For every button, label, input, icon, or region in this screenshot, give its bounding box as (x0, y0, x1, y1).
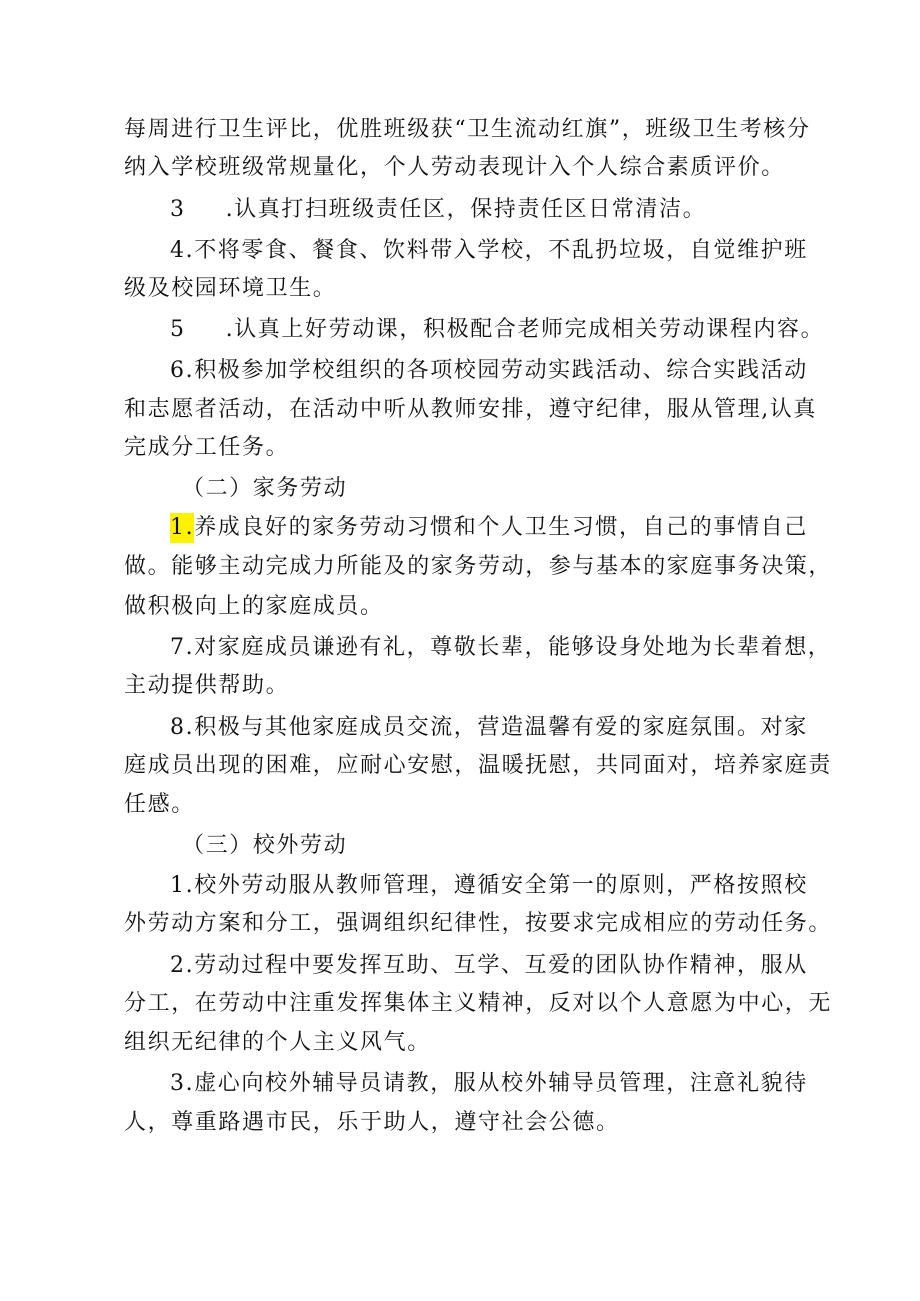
list-item-outside-1: 1.校外劳动服从教师管理，遵循安全第一的原则，严格按照校 (170, 873, 808, 898)
list-item-number: 5 (170, 317, 186, 342)
list-item-3 (170, 195, 706, 225)
list-item-outside-2: 2.劳动过程中要发挥互助、互学、互爱的团队协作精神，服从 (170, 953, 808, 978)
paragraph-line: 做积极向上的家庭成员。 (124, 594, 384, 619)
list-item-6: 6.积极参加学校组织的各项校园劳动实践活动、综合实践活动 (170, 358, 808, 383)
paragraph-line: 外劳动方案和分工，强调组织纪律性，按要求完成相应的劳动任务。 (124, 911, 833, 936)
paragraph-line: 庭成员出现的困难，应耐心安慰，温暖抚慰，共同面对，培养家庭责 (124, 753, 833, 778)
list-item-number: 3 (170, 197, 186, 222)
section-heading-outside: （三）校外劳动 (182, 833, 348, 858)
paragraph-line: 主动提供帮助。 (124, 673, 290, 698)
list-item-4: 4.不将零食、餐食、饮料带入学校，不乱扔垃圾，自觉维护班 (170, 238, 808, 263)
section-heading-household: （二）家务劳动 (182, 476, 348, 501)
list-item-text: .认真打扫班级责任区，保持责任区日常清洁。 (225, 197, 707, 222)
list-item-text: 养成良好的家务劳动习惯和个人卫生习惯，自己的事情自己 (194, 515, 808, 540)
paragraph-line: 和志愿者活动，在活动中听从教师安排，遵守纪律，服从管理,认真 (124, 397, 817, 422)
paragraph-line: 分工，在劳动中注重发挥集体主义精神，反对以个人意愿为中心，无 (124, 991, 833, 1016)
highlighted-number: 1. (170, 513, 194, 543)
list-item-outside-3: 3.虚心向校外辅导员请教，服从校外辅导员管理，注意礼貌待 (170, 1071, 808, 1096)
paragraph-line: 完成分工任务。 (124, 435, 290, 460)
paragraph-line: 组织无纪律的个人主义风气。 (124, 1030, 431, 1055)
list-item-household-1 (170, 513, 808, 543)
paragraph-line: 每周进行卫生评比，优胜班级获“卫生流动红旗”，班级卫生考核分 (124, 117, 811, 142)
paragraph-line: 任感。 (124, 792, 195, 817)
list-item-5 (170, 315, 824, 345)
paragraph-line: 人，尊重路遇市民，乐于助人，遵守社会公德。 (124, 1110, 620, 1135)
list-item-text: .认真上好劳动课，积极配合老师完成相关劳动课程内容。 (225, 317, 825, 342)
list-item-7: 7.对家庭成员谦逊有礼，尊敬长辈，能够设身处地为长辈着想， (170, 635, 832, 660)
paragraph-line: 级及校园环境卫生。 (124, 276, 337, 301)
list-item-8: 8.积极与其他家庭成员交流，营造温馨有爱的家庭氛围。对家 (170, 715, 808, 740)
paragraph-line: 做。能够主动完成力所能及的家务劳动，参与基本的家庭事务决策， (124, 554, 833, 579)
paragraph-line: 纳入学校班级常规量化，个人劳动表现计入个人综合素质评价。 (124, 155, 785, 180)
